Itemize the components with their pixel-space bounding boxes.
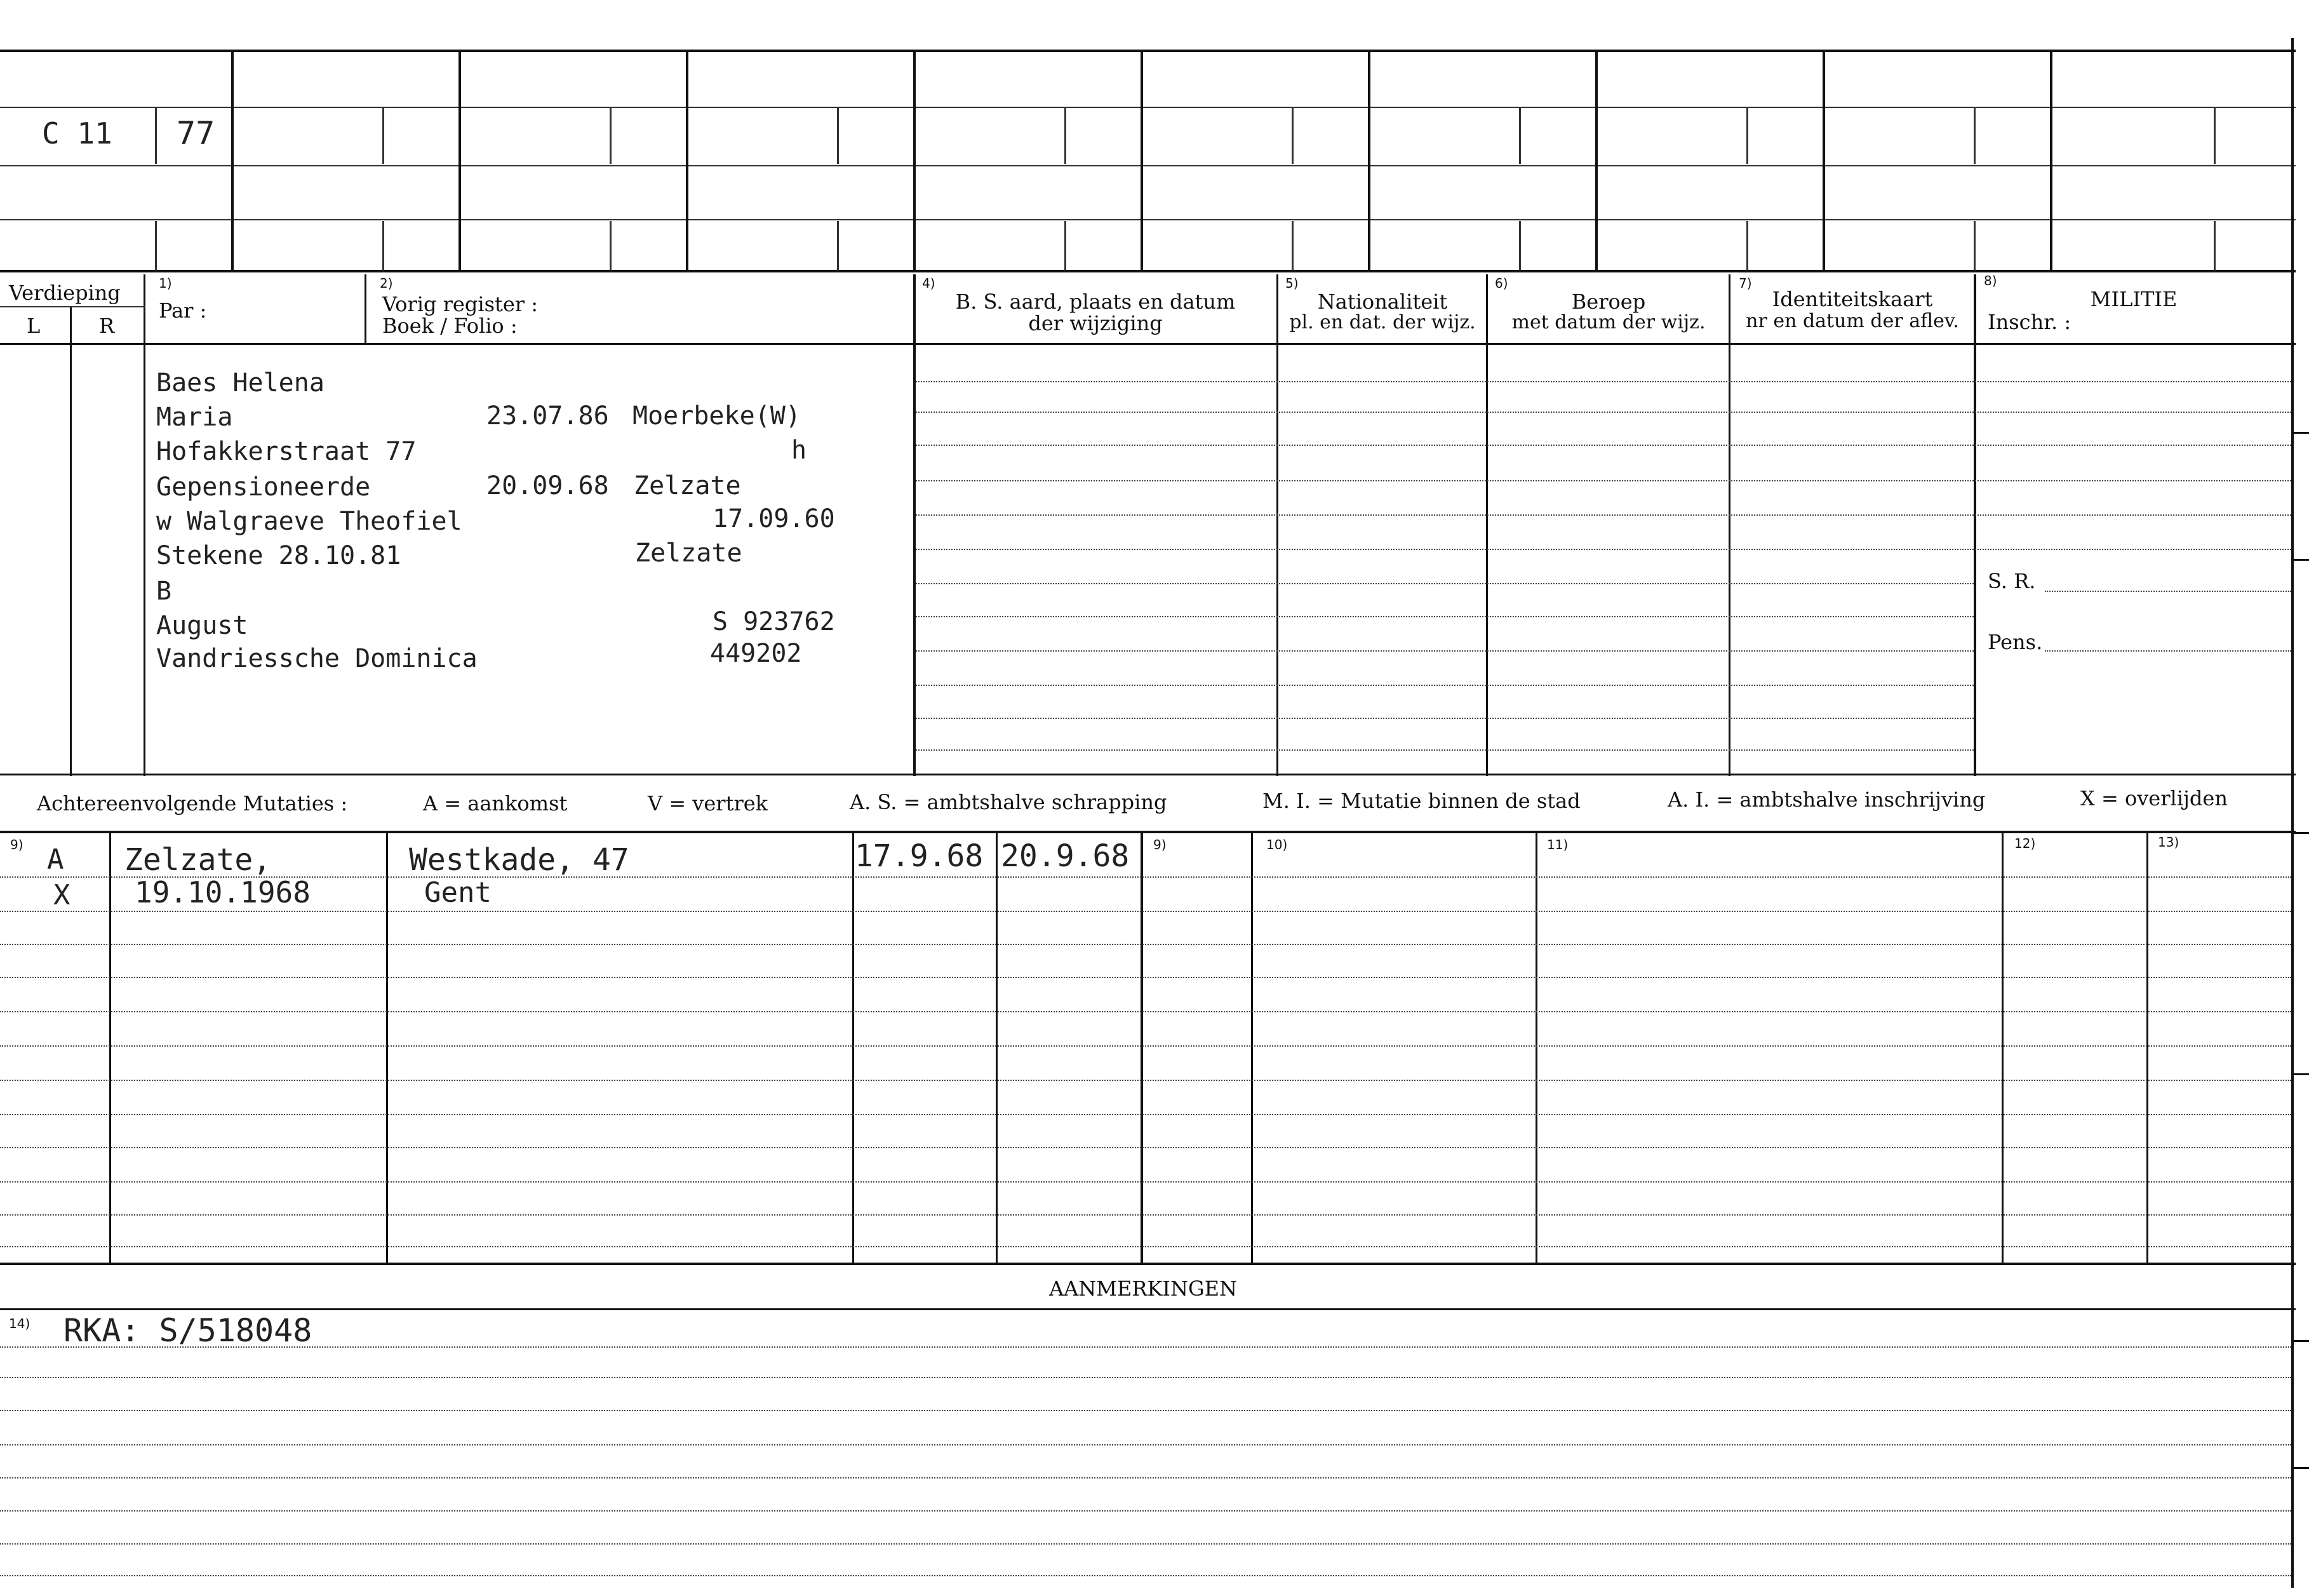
person-line3-mark: h bbox=[791, 436, 807, 465]
militie-sr: S. R. bbox=[1988, 569, 2036, 593]
militie-pens: Pens. bbox=[1988, 630, 2043, 654]
person-line9-num: 449202 bbox=[710, 639, 802, 668]
person-line3-addr: Hofakkerstraat 77 bbox=[156, 437, 417, 466]
col-verdieping-l: L bbox=[27, 314, 41, 338]
col-par: Par : bbox=[159, 298, 207, 323]
col-bs-line2: der wijziging bbox=[1028, 311, 1163, 335]
person-line2-name: Maria bbox=[156, 403, 233, 432]
col-bs-line1: B. S. aard, plaats en datum bbox=[955, 290, 1236, 314]
col-nat-line2: pl. en dat. der wijz. bbox=[1289, 311, 1476, 333]
person-line6-place: Stekene 28.10.81 bbox=[156, 541, 401, 570]
mut-row2-type: X bbox=[53, 879, 70, 911]
col-nat-line1: Nationaliteit bbox=[1317, 290, 1448, 314]
remarks-num: 14) bbox=[9, 1316, 30, 1331]
mut-row1-address: Westkade, 47 bbox=[409, 842, 629, 878]
header-series: C 11 bbox=[42, 116, 112, 151]
col-ber-line2: met datum der wijz. bbox=[1511, 311, 1706, 333]
person-line4-date: 20.09.68 bbox=[486, 471, 609, 500]
legend-ai: A. I. = ambtshalve inschrijving bbox=[1668, 788, 1986, 812]
legend-mi: M. I. = Mutatie binnen de stad bbox=[1262, 789, 1581, 813]
legend-title: Achtereenvolgende Mutaties : bbox=[37, 791, 348, 815]
mut-row2-place: 19.10.1968 bbox=[135, 875, 311, 909]
remarks-title: AANMERKINGEN bbox=[1049, 1277, 1237, 1301]
remarks-top-line bbox=[0, 1308, 2296, 1310]
mut-row2-address: Gent bbox=[424, 876, 492, 909]
mutations-top-line bbox=[0, 831, 2296, 833]
legend-v: V = vertrek bbox=[648, 791, 768, 815]
legend-as: A. S. = ambtshalve schrapping bbox=[850, 790, 1167, 814]
mut-num-12: 12) bbox=[2014, 836, 2036, 851]
col-vorig-line1: Vorig register : bbox=[382, 292, 539, 316]
col-bs-num: 4) bbox=[922, 276, 935, 291]
col-nat-num: 5) bbox=[1285, 276, 1299, 291]
mut-num-13: 13) bbox=[2158, 835, 2179, 850]
col-id-num: 7) bbox=[1739, 276, 1752, 291]
person-line5-date: 17.09.60 bbox=[713, 504, 835, 533]
person-line9-name: Vandriessche Dominica bbox=[156, 644, 478, 673]
person-line2-place: Moerbeke(W) bbox=[632, 401, 801, 431]
mut-row1-type: A bbox=[47, 843, 64, 876]
body-bottom-line bbox=[0, 774, 2296, 775]
mut-row1-place: Zelzate, bbox=[124, 842, 272, 878]
header-number: 77 bbox=[177, 115, 215, 152]
person-line4-place: Zelzate bbox=[634, 471, 741, 500]
mut-num-10: 10) bbox=[1266, 837, 1288, 852]
col-par-num: 1) bbox=[159, 276, 172, 291]
col-ber-num: 6) bbox=[1495, 276, 1508, 291]
person-line4-occ: Gepensioneerde bbox=[156, 473, 371, 502]
mutations-bottom-line bbox=[0, 1263, 2296, 1265]
person-line2-date: 23.07.86 bbox=[486, 401, 609, 431]
col-inschr: Inschr. : bbox=[1988, 310, 2071, 334]
person-line5-spouse: w Walgraeve Theofiel bbox=[156, 507, 462, 536]
person-line8-num: S 923762 bbox=[713, 607, 835, 636]
col-ber-line1: Beroep bbox=[1571, 290, 1646, 314]
col-vorig-line2: Boek / Folio : bbox=[382, 314, 518, 338]
col-id-line1: Identiteitskaart bbox=[1772, 287, 1933, 311]
person-line7: B bbox=[156, 577, 172, 606]
legend-a: A = aankomst bbox=[423, 791, 568, 815]
person-line6-place2: Zelzate bbox=[635, 539, 742, 568]
col-vorig-num: 2) bbox=[380, 276, 393, 291]
person-line8-name: August bbox=[156, 611, 248, 640]
person-line1: Baes Helena bbox=[156, 368, 325, 398]
col-mil-title: MILITIE bbox=[2090, 287, 2178, 311]
legend-x: X = overlijden bbox=[2080, 786, 2228, 810]
col-verdieping: Verdieping bbox=[9, 281, 121, 305]
mut-num-9b: 9) bbox=[1153, 837, 1167, 852]
mut-row1-d2: 20.9.68 bbox=[1001, 838, 1130, 874]
remarks-text: RKA: S/518048 bbox=[64, 1312, 312, 1349]
col-verdieping-r: R bbox=[99, 314, 115, 338]
col-id-line2: nr en datum der aflev. bbox=[1746, 310, 1959, 332]
header-bottom-line bbox=[0, 343, 2296, 345]
col-mil-num: 8) bbox=[1984, 273, 1997, 288]
mut-row1-d1: 17.9.68 bbox=[855, 838, 984, 874]
mut-num-9a: 9) bbox=[10, 837, 23, 852]
mut-num-11: 11) bbox=[1547, 837, 1569, 852]
